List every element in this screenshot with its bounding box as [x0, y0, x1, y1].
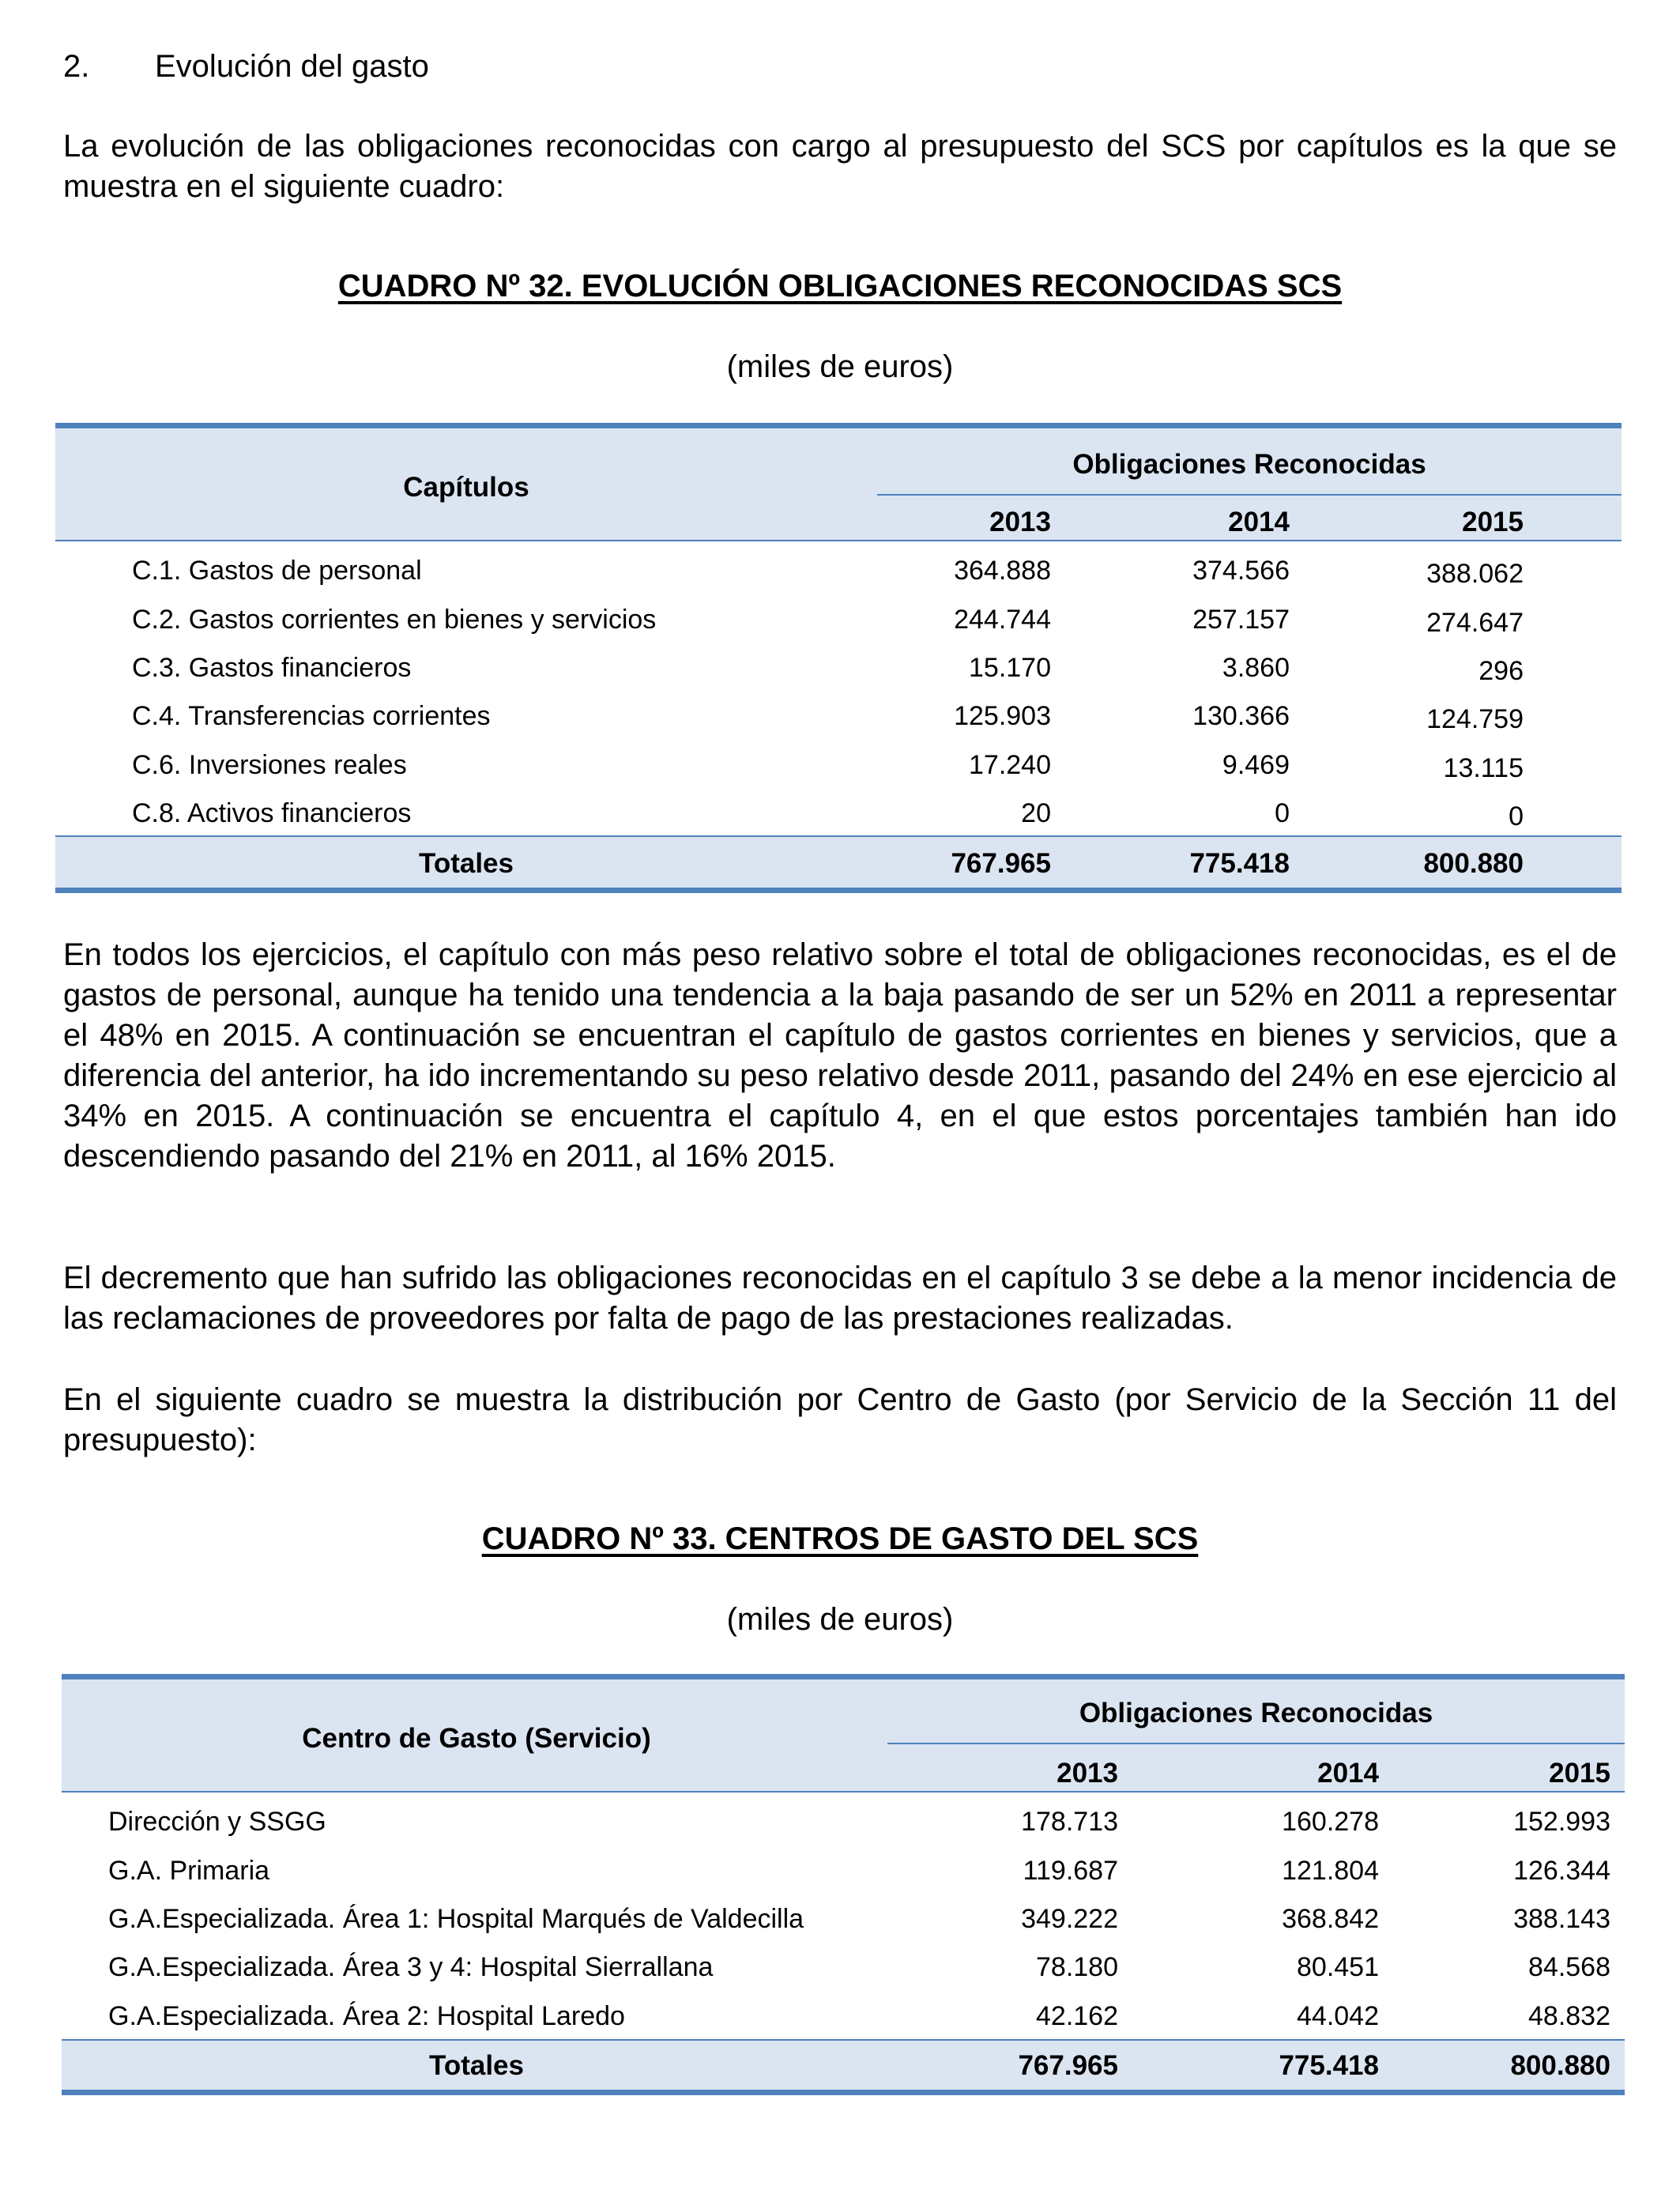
- distribution-paragraph: En el siguiente cuadro se muestra la distribución por Centro de Gasto (por Servicio de la Sección 11 del presupuesto):: [63, 1382, 1617, 1457]
- value-2013: 244.744: [954, 605, 1051, 635]
- value-2015: 152.993: [1513, 1807, 1610, 1837]
- row-label: Dirección y SSGG: [108, 1807, 326, 1837]
- intro-paragraph: La evolución de las obligaciones reconocidas con cargo al presupuesto del SCS por capítulos es la que se muestra en el siguiente cuadro:: [63, 129, 1617, 204]
- value-2014: 3.860: [1222, 653, 1290, 683]
- analysis-paragraph: En todos los ejercicios, el capítulo con más peso relativo sobre el total de obligaciones reconocidas, es el de gastos de personal, aunque ha tenido una tendencia a la baja pasando de ser un 52% en 2011 a representar el 48% en 2015. A continuación se encuentran el capítulo de gastos corrientes en bienes y servicios, que a diferencia del anterior, ha ido incrementando su peso relativo desde 2011, pasando del 24% en ese ejercicio al 34% en 2015. A continuación se encuentra el capítulo 4, en el que estos porcentajes también han ido descendiendo pasando del 21% en 2011, al 16% 2015.: [63, 937, 1617, 1174]
- row-label: G.A.Especializada. Área 2: Hospital Laredo: [108, 2001, 625, 2031]
- row-label: C.3. Gastos financieros: [132, 653, 412, 683]
- value-2014: 160.278: [1282, 1807, 1379, 1837]
- total-2015: 800.880: [1510, 2050, 1610, 2081]
- value-2014: 44.042: [1297, 2001, 1379, 2031]
- row-label: G.A.Especializada. Área 3 y 4: Hospital Sierrallana: [108, 1952, 714, 1982]
- table33-group-rule: [887, 1743, 1625, 1744]
- value-2015: 388.062: [1426, 559, 1524, 589]
- row-label: C.4. Transferencias corrientes: [132, 701, 491, 731]
- table-row: [55, 598, 1622, 647]
- decrement-paragraph: El decremento que han sufrido las obligaciones reconocidas en el capítulo 3 se debe a la menor incidencia de las reclamaciones de proveedores por falta de pago de las prestaciones realizadas.: [63, 1261, 1617, 1336]
- row-label: C.8. Activos financieros: [132, 798, 412, 828]
- value-2014: 80.451: [1297, 1952, 1379, 1982]
- value-2013: 364.888: [954, 556, 1051, 586]
- table33-year-2015: 2015: [1549, 1758, 1610, 1789]
- section-title: Evolución del gasto: [155, 49, 429, 84]
- table33-top-rule: [62, 1674, 1625, 1679]
- table33-header-rule: [62, 1791, 1625, 1793]
- table-row: [62, 1849, 1625, 1898]
- value-2014: 9.469: [1222, 750, 1290, 780]
- table33-title: CUADRO Nº 33. CENTROS DE GASTO DEL SCS: [481, 1521, 1199, 1556]
- table-row: [62, 1946, 1625, 1995]
- table32-header-rule: [55, 540, 1622, 541]
- value-2015: 13.115: [1443, 753, 1524, 783]
- table32-top-rule: [55, 423, 1622, 428]
- table-row: [62, 1898, 1625, 1947]
- value-2014: 368.842: [1282, 1904, 1379, 1934]
- table33-year-2013: 2013: [1057, 1758, 1118, 1789]
- row-label: C.1. Gastos de personal: [132, 556, 422, 586]
- value-2014: 121.804: [1282, 1856, 1379, 1886]
- table32-group-rule: [877, 494, 1622, 496]
- value-2013: 119.687: [1023, 1856, 1118, 1886]
- table33-bottom-rule: [62, 2090, 1625, 2095]
- value-2015: 296: [1478, 656, 1524, 686]
- value-2015: 126.344: [1513, 1856, 1610, 1886]
- value-2013: 349.222: [1021, 1904, 1118, 1934]
- table-row: [55, 695, 1622, 744]
- table-row: [55, 792, 1622, 841]
- value-2014: 374.566: [1192, 556, 1290, 586]
- value-2015: 274.647: [1426, 608, 1524, 638]
- table-row: [62, 1800, 1625, 1849]
- value-2014: 130.366: [1192, 701, 1290, 731]
- value-2014: 257.157: [1192, 605, 1290, 635]
- value-2015: 84.568: [1528, 1952, 1610, 1982]
- value-2013: 20: [1021, 798, 1051, 828]
- table32-total-row: [55, 837, 1622, 888]
- section-number: 2.: [63, 49, 90, 84]
- total-2015: 800.880: [1423, 848, 1524, 879]
- table32-year-2014: 2014: [1228, 507, 1290, 537]
- total-2013: 767.965: [951, 848, 1051, 879]
- value-2013: 125.903: [954, 701, 1051, 731]
- total-label: Totales: [419, 848, 514, 879]
- value-2013: 78.180: [1036, 1952, 1118, 1982]
- table33-year-2014: 2014: [1317, 1758, 1379, 1789]
- value-2014: 0: [1275, 798, 1290, 828]
- total-2014: 775.418: [1189, 848, 1290, 879]
- table33-group-label: Obligaciones Reconocidas: [1079, 1698, 1433, 1728]
- table32: [55, 423, 1622, 897]
- table32-group-label: Obligaciones Reconocidas: [1072, 449, 1426, 480]
- row-label: C.2. Gastos corrientes en bienes y servicios: [132, 605, 657, 635]
- table33-col-label: Centro de Gasto (Servicio): [302, 1723, 651, 1754]
- total-2013: 767.965: [1018, 2050, 1118, 2081]
- table-row: [62, 1995, 1625, 2044]
- value-2013: 178.713: [1021, 1807, 1118, 1837]
- value-2015: 388.143: [1513, 1904, 1610, 1934]
- table-row: [55, 647, 1622, 696]
- table32-col-label: Capítulos: [403, 472, 529, 503]
- value-2015: 48.832: [1528, 2001, 1610, 2031]
- value-2013: 17.240: [969, 750, 1051, 780]
- total-2014: 775.418: [1279, 2050, 1379, 2081]
- row-label: G.A. Primaria: [108, 1856, 270, 1886]
- table32-unit: (miles de euros): [726, 349, 954, 384]
- section-heading: [63, 49, 429, 85]
- total-label: Totales: [429, 2050, 524, 2081]
- table33: [62, 1674, 1625, 2101]
- value-2015: 0: [1509, 801, 1524, 831]
- value-2013: 15.170: [969, 653, 1051, 683]
- table32-title: CUADRO Nº 32. EVOLUCIÓN OBLIGACIONES RECONOCIDAS SCS: [337, 269, 1343, 303]
- table32-bottom-rule: [55, 888, 1622, 893]
- table32-year-2015: 2015: [1462, 507, 1524, 537]
- row-label: G.A.Especializada. Área 1: Hospital Marqués de Valdecilla: [108, 1904, 804, 1934]
- table33-total-row: [62, 2041, 1625, 2090]
- value-2013: 42.162: [1036, 2001, 1118, 2031]
- table32-year-2013: 2013: [989, 507, 1051, 537]
- table33-unit: (miles de euros): [726, 1602, 954, 1637]
- table-row: [55, 549, 1622, 598]
- value-2015: 124.759: [1426, 704, 1524, 734]
- row-label: C.6. Inversiones reales: [132, 750, 407, 780]
- table-row: [55, 744, 1622, 793]
